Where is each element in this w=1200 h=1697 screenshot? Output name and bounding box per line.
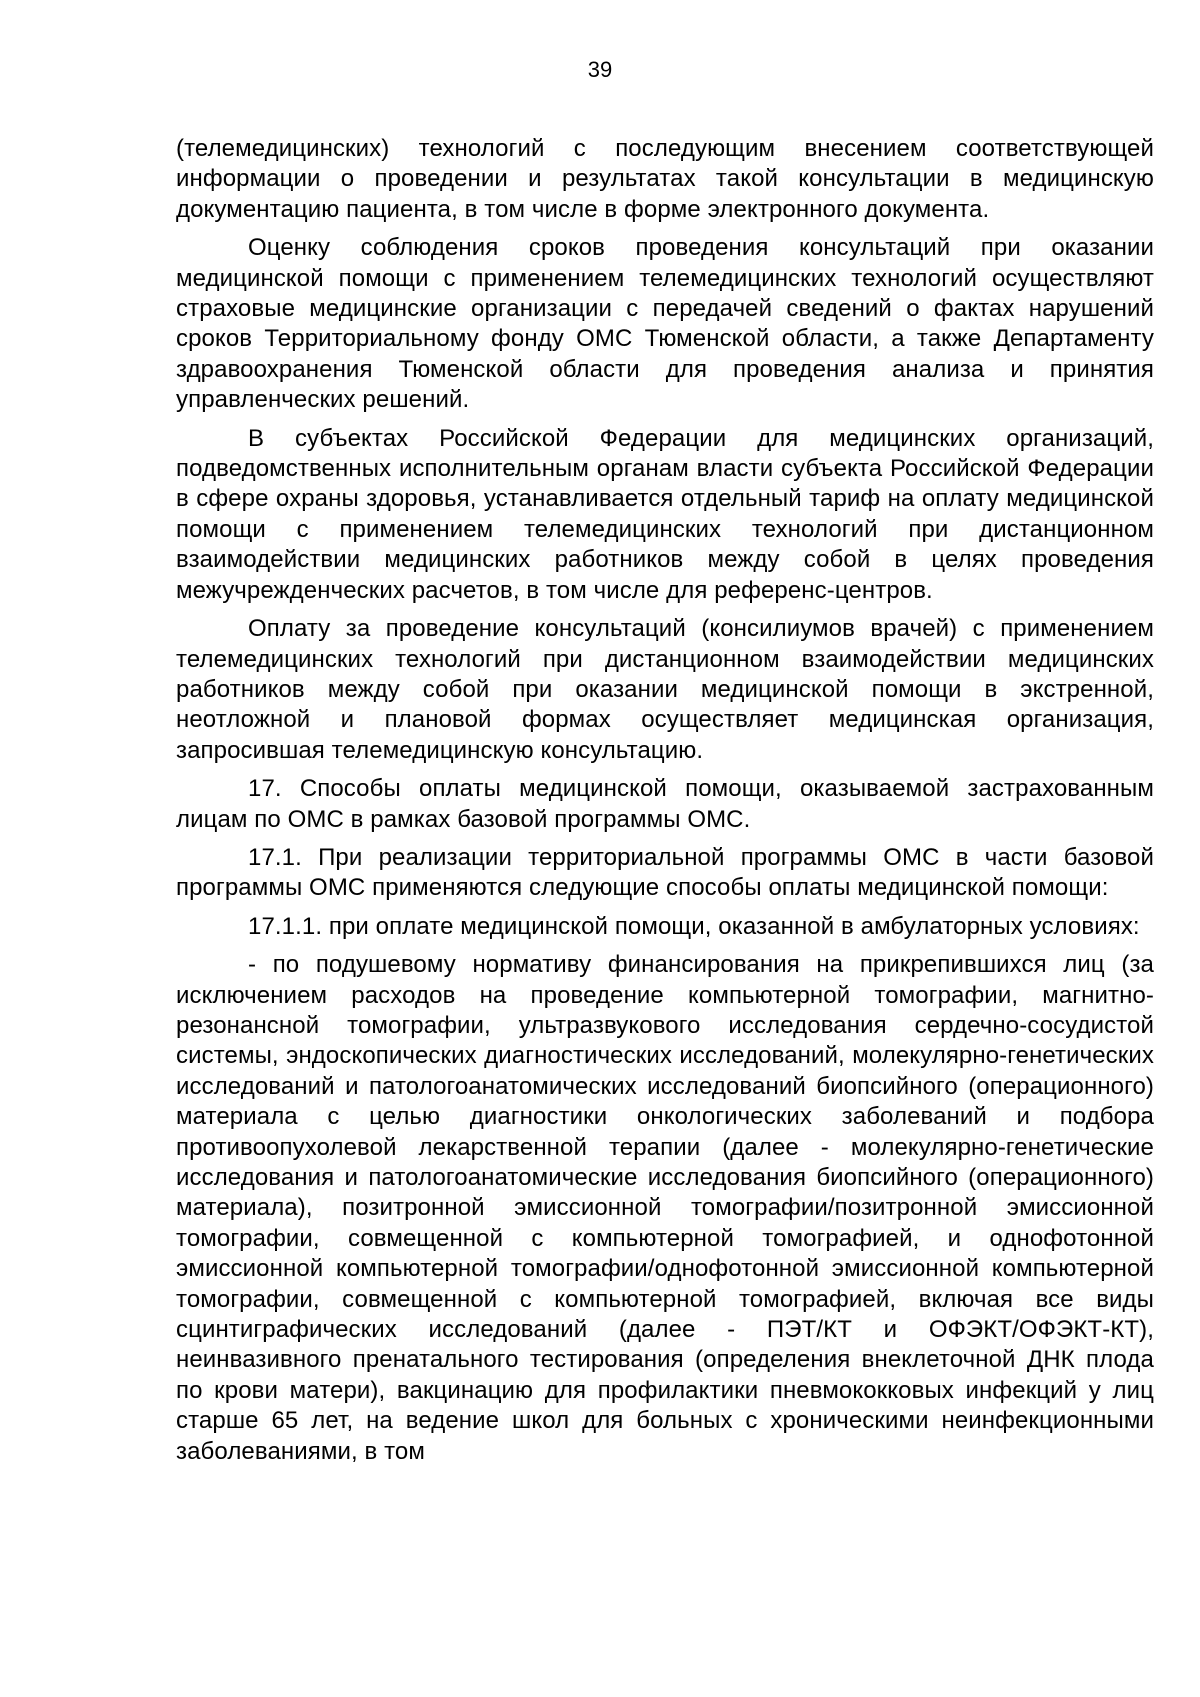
- page-number: 39: [587, 57, 613, 82]
- document-body: [176, 134, 1154, 1475]
- section-17-heading: 17. Способы оплаты медицинской помощи, оказываемой застрахованным лицам по ОМС в рамках базовой программы ОМС.: [176, 775, 1154, 833]
- subsection-17-1: 17.1. При реализации территориальной программы ОМС в части базовой программы ОМС применяются следующие способы оплаты медицинской помощи:: [176, 843, 1154, 902]
- paragraph-separate-tariff: В субъектах Российской Федерации для медицинских организаций, подведомственных исполнительным органам власти субъекта Российской Федерации в сфере охраны здоровья, устанавливается отдельный тариф на оплату медицинской помощи с применением телемедицинских технологий при дистанционном взаимодействии медицинских работников между собой в целях проведения межучрежденческих расчетов, в том числе для референс-центров.: [176, 424, 1154, 604]
- paragraph-consultation-payment: Оплату за проведение консультаций (консилиумов врачей) с применением телемедицинских технологий при дистанционном взаимодействии медицинских работников между собой при оказании медицинской помощи в экстренной, неотложной и плановой формах осуществляет медицинская организация, запросившая телемедицинскую консультацию.: [176, 615, 1154, 764]
- paragraph-per-capita-standard: - по подушевому нормативу финансирования на прикрепившихся лиц (за исключением расходов на проведение компьютерной томографии, магнитно-резонансной томографии, ультразвукового исследования сердечно-сосудистой системы, эндоскопических диагностических исследований, молекулярно-генетических исследований и патологоанатомических исследований биопсийного (операционного) материала с целью диагностики онкологических заболеваний и подбора противоопухолевой лекарственной терапии (далее - молекулярно-генетические исследования и патологоанатомические исследования биопсийного (операционного) материала), позитронной эмиссионной томографии/позитронной эмиссионной томографии, совмещенной с компьютерной томографией, и однофотонной эмиссионной компьютерной томографии/однофотонной эмиссионной компьютерной томографии, совмещенной с компьютерной томографией, включая все виды сцинтиграфических исследований (далее - ПЭТ/КТ и ОФЭКТ/ОФЭКТ-КТ), неинвазивного пренатального тестирования (определения внеклеточной ДНК плода по крови матери), вакцинацию для профилактики пневмококковых инфекций у лиц старше 65 лет, на ведение школ для больных с хроническими неинфекционными заболеваниями, в том: [176, 951, 1154, 1465]
- subsection-17-1-1: 17.1.1. при оплате медицинской помощи, оказанной в амбулаторных условиях:: [248, 912, 1140, 940]
- paragraph-consultation-deadlines: Оценку соблюдения сроков проведения консультаций при оказании медицинской помощи с применением телемедицинских технологий осуществляют страховые медицинские организации с передачей сведений о фактах нарушений сроков Территориальному фонду ОМС Тюменской области, а также Департаменту здравоохранения Тюменской области для проведения анализа и принятия управленческих решений.: [176, 234, 1154, 414]
- paragraph-continuation: (телемедицинских) технологий с последующим внесением соответствующей информации о проведении и результатах такой консультации в медицинскую документацию пациента, в том числе в форме электронного документа.: [176, 135, 1154, 223]
